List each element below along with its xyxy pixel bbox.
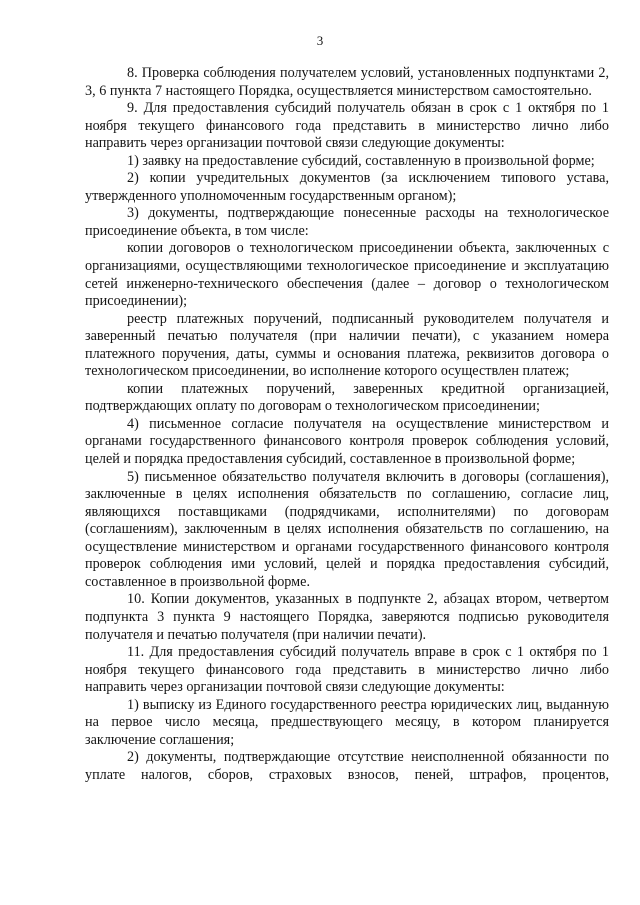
document-body	[85, 65, 609, 784]
paragraph-9-item-2: 2) копии учредительных документов (за исключением типового устава, утвержденного уполномоченным государственным органом);	[85, 170, 609, 204]
paragraph-9-item-1: 1) заявку на предоставление субсидий, составленную в произвольной форме;	[127, 152, 595, 169]
paragraph-11: 11. Для предоставления субсидий получатель вправе в срок с 1 октября по 1 ноября текущего финансового года представить в министерство лично либо направить через организации почтовой связи следующие документы:	[85, 644, 609, 696]
paragraph-9-item-3-contracts: копии договоров о технологическом присоединении объекта, заключенных с организациями, осуществляющими технологическое присоединение и эксплуатацию сетей инженерно-технического обеспечения (далее – договор о технологическом присоединении);	[85, 240, 609, 310]
paragraph-9-item-4: 4) письменное согласие получателя на осуществление министерством и органами государственного финансового контроля проверок соблюдения условий, целей и порядка предоставления субсидий, составленное в произвольной форме;	[85, 415, 609, 468]
paragraph-9-item-5: 5) письменное обязательство получателя включить в договоры (соглашения), заключенные в целях исполнения обязательств по соглашению, согласие лиц, являющихся поставщиками (подрядчиками, исполнителями) по договорам (соглашениям), заключенным в целях исполнения обязательств по соглашению, на осуществление министерством и органами государственного финансового контроля проверок соблюдения ими условий, целей и порядка предоставления субсидий, составленное в произвольной форме.	[85, 468, 609, 590]
paragraph-9: 9. Для предоставления субсидий получатель обязан в срок с 1 октября по 1 ноября текущего финансового года представить в министерство лично либо направить через организации почтовой связи следующие документы:	[85, 100, 609, 152]
paragraph-9-item-3: 3) документы, подтверждающие понесенные расходы на технологическое присоединение объекта, в том числе:	[85, 205, 609, 239]
paragraph-11-item-1: 1) выписку из Единого государственного реестра юридических лиц, выданную на первое число месяца, предшествующего месяцу, в котором планируется заключение соглашения;	[85, 696, 609, 748]
paragraph-8: 8. Проверка соблюдения получателем условий, установленных подпунктами 2, 3, 6 пункта 7 настоящего Порядка, осуществляется министерством самостоятельно.	[85, 65, 609, 99]
paragraph-9-item-3-payment-orders: копии платежных поручений, заверенных кредитной организацией, подтверждающих оплату по договорам о технологическом присоединении;	[85, 380, 609, 415]
paragraph-11-item-2: 2) документы, подтверждающие отсутствие неисполненной обязанности по уплате налогов, сборов, страховых взносов, пеней, штрафов, процентов,	[85, 749, 609, 783]
paragraph-10: 10. Копии документов, указанных в подпункте 2, абзацах втором, четвертом подпункта 3 пункта 9 настоящего Порядка, заверяются подписью руководителя получателя и печатью получателя (при наличии печати).	[85, 591, 609, 643]
page-number: 3	[316, 33, 324, 48]
paragraph-9-item-3-registry: реестр платежных поручений, подписанный руководителем получателя и заверенный печатью получателя (при наличии печати), с указанием номера платежного поручения, даты, суммы и основания платежа, реквизитов договора о технологическом присоединении, во исполнение которого осуществлен платеж;	[85, 310, 609, 380]
